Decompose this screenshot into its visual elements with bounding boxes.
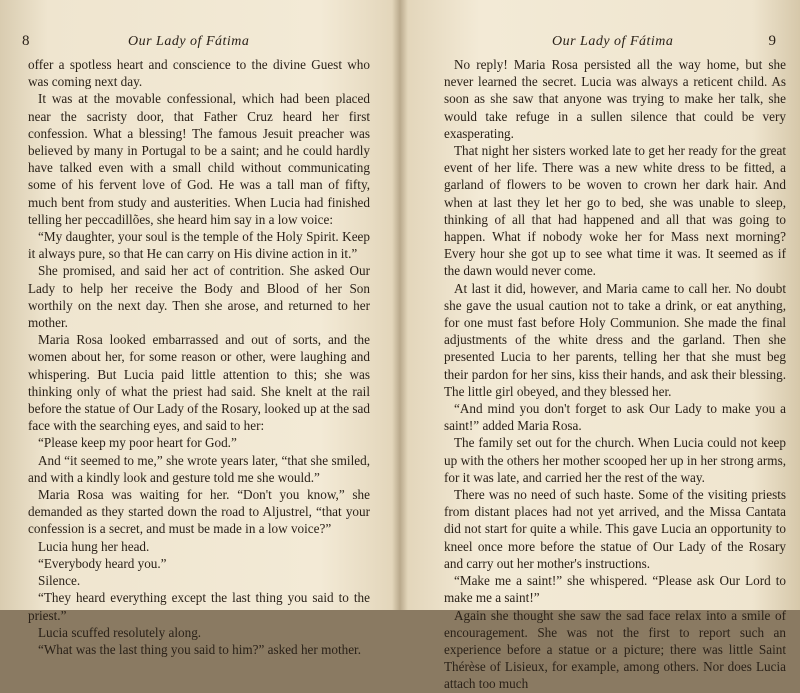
paragraph: No reply! Maria Rosa persisted all the way home, but she never learned the secret. Lucia was always a reticent child. As soon as she saw that anyone was trying to make her talk, she would take refuge in a sullen silence that could be very exasperating.	[444, 57, 786, 141]
paragraph: Silence.	[38, 573, 81, 589]
paragraph: “They heard everything except the last thing you said to the priest.”	[28, 590, 370, 623]
right-page	[402, 0, 800, 692]
paragraph: At last it did, however, and Maria came to call her. No doubt she gave the usual caution not to take a drink, or eat anything, for one must fast before Holy Communion. She made the final adjustments of the white dress and the garland. Then she presented Lucia to her parents, telling her that she must beg their pardon for her sins, kiss their hands, and ask their blessing. The little girl obeyed, and they blessed her.	[444, 280, 786, 399]
paragraph: “Everybody heard you.”	[38, 555, 167, 571]
paragraph: “My daughter, your soul is the temple of the Holy Spirit. Keep it always pure, so that He can carry on His divine action in it.”	[28, 229, 370, 262]
paragraph: offer a spotless heart and conscience to the divine Guest who was coming next day.	[28, 57, 370, 90]
paragraph: Lucia scuffed resolutely along.	[38, 624, 202, 640]
paragraph: Again she thought she saw the sad face relax into a smile of encouragement. She was not the first to report such an experience before a statue or a picture; there was little Saint Thérèse of Lisieux, for example, among others. Nor does Lucia attach too much	[444, 607, 786, 692]
paragraph: The family set out for the church. When Lucia could not keep up with the others her mother scooped her up in her strong arms, for it was late, and carried her the rest of the way.	[444, 435, 786, 485]
paragraph: She promised, and said her act of contrition. She asked Our Lady to help her receive the Body and Blood of her Son worthily on the next day. Then she arose, and returned to her mother.	[28, 263, 370, 331]
paragraph: Maria Rosa was waiting for her. “Don't you know,” she demanded as they started down the road to Aljustrel, “that your confession is a secret, and must be made in a low voice?”	[28, 487, 370, 537]
paragraph: “What was the last thing you said to him?” asked her mother.	[38, 641, 362, 657]
paragraph: “Please keep my poor heart for God.”	[38, 435, 237, 451]
paragraph: Lucia hung her head.	[38, 538, 150, 554]
paragraph: “And mind you don't forget to ask Our Lady to make you a saint!” added Maria Rosa.	[444, 401, 786, 434]
right-running-head: Our Lady of Fátima	[552, 34, 674, 49]
left-page-number: 8	[22, 33, 30, 49]
paragraph: There was no need of such haste. Some of the visiting priests from distant places had not yet arrived, and the Missa Cantata did not start for quite a while. This gave Lucia an opportunity to kneel once more before the statue of Our Lady of the Rosary and carry out her mother's instructions.	[444, 487, 786, 571]
paragraph: And “it seemed to me,” she wrote years later, “that she smiled, and with a kindly look and gesture told me she would.”	[28, 452, 370, 485]
paragraph: “Make me a saint!” she whispered. “Please ask Our Lord to make me a saint!”	[444, 573, 786, 606]
right-page-number: 9	[768, 33, 776, 49]
paragraph: Maria Rosa looked embarrassed and out of sorts, and the women about her, for some reason or other, were laughing and whispering. But Lucia paid little attention to this; she was thinking only of what the priest had said. She knelt at the rail before the statue of Our Lady of the Rosary, looked up at the sad face with the searching eyes, and said to her:	[28, 332, 370, 434]
left-page-body	[28, 56, 370, 658]
paragraph: That night her sisters worked late to get her ready for the great event of her life. There was a new white dress to be fitted, a garland of flowers to be woven to crown her dark hair. And when at last they let her go to bed, she was unable to sleep, thinking of all that had happened and all that was going to happen. What if nobody woke her for Mass next morning? Every hour she got up to see what time it was. It seemed as if the dawn would never come.	[444, 143, 786, 279]
right-page-body	[444, 56, 786, 693]
left-page	[0, 0, 398, 657]
left-running-head: Our Lady of Fátima	[128, 34, 250, 49]
paragraph: It was at the movable confessional, which had been placed near the sacristy door, that Father Cruz heard her first confession. What a blessing! The famous Jesuit preacher was believed by many in Portugal to be a saint; and he could hardly have talked even with a small child without communicating some of his fervent love of God. He was a tall man of fifty, much bent from study and austerities. When Lucia had finished telling her peccadillões, she heard him say in a low voice:	[28, 91, 370, 227]
